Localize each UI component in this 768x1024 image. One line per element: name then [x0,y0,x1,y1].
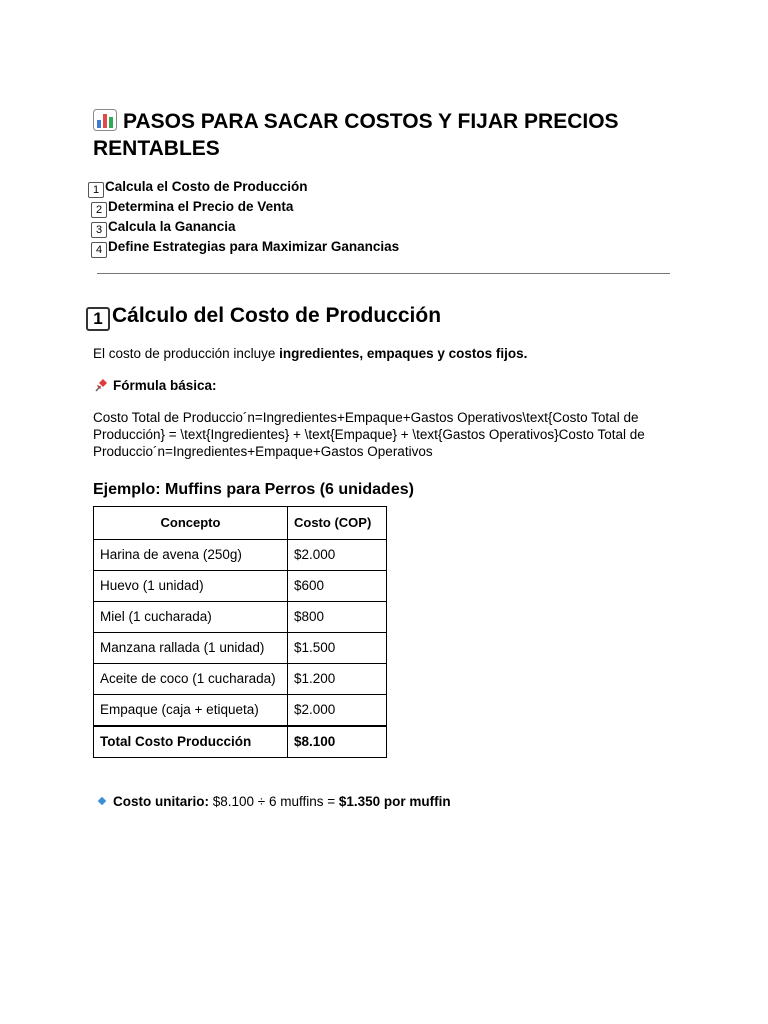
column-header-concepto: Concepto [94,507,288,540]
table-cell-concept: Harina de avena (250g) [94,540,288,571]
formula-label [93,377,217,394]
step-label: Calcula el Costo de Producción [105,179,308,194]
keycap-3-icon: 3 [91,222,107,238]
table-row [94,571,387,602]
table-row [94,633,387,664]
unit-cost-calc: $8.100 ÷ 6 muffins = [209,794,339,809]
table-row [94,695,387,727]
formula-text: Costo Total de Produccio´n=Ingredientes+Empaque+Gastos Operativos\text{Costo Total de Producción} = \text{Ingredientes} + \text{Empaque} + \text{Gastos Operativos}Costo Total de Produccio´n=Ingredientes+Empaque+Gastos Operativos [93,410,645,459]
cost-table [93,506,387,758]
blue-diamond-icon [98,797,106,805]
table-cell-cost: $2.000 [288,540,387,571]
example-heading: Ejemplo: Muffins para Perros (6 unidades) [93,481,414,498]
section-heading-text: Cálculo del Costo de Producción [112,304,442,327]
keycap-1-icon: 1 [86,307,110,331]
intro-bold: ingredientes, empaques y costos fijos. [279,346,528,361]
table-row [94,664,387,695]
step-label: Calcula la Ganancia [108,219,236,234]
table-row [94,602,387,633]
table-row [94,540,387,571]
table-total-value: $8.100 [288,726,387,758]
intro-paragraph [93,345,527,362]
keycap-4-icon: 4 [91,242,107,258]
keycap-1-icon: 1 [88,182,104,198]
step-item [88,178,399,198]
section-heading [86,302,441,331]
title-text: PASOS PARA SACAR COSTOS Y FIJAR PRECIOS RENTABLES [93,110,619,160]
pushpin-icon [93,377,109,393]
table-cell-concept: Manzana rallada (1 unidad) [94,633,288,664]
table-cell-concept: Huevo (1 unidad) [94,571,288,602]
step-item [88,198,399,218]
step-label: Define Estrategias para Maximizar Ganancias [108,239,400,254]
column-header-costo: Costo (COP) [288,507,387,540]
bar-chart-icon [93,109,117,131]
step-label: Determina el Precio de Venta [108,199,294,214]
table-cell-cost: $2.000 [288,695,387,727]
table-cell-concept: Empaque (caja + etiqueta) [94,695,288,727]
unit-cost-bullet [99,793,451,810]
table-cell-cost: $800 [288,602,387,633]
table-total-label: Total Costo Producción [94,726,288,758]
step-item [88,238,399,258]
table-cell-cost: $600 [288,571,387,602]
steps-list [88,178,399,258]
table-header-row [94,507,387,540]
horizontal-divider [97,273,670,274]
table-cell-concept: Miel (1 cucharada) [94,602,288,633]
table-cell-cost: $1.200 [288,664,387,695]
table-cell-cost: $1.500 [288,633,387,664]
intro-text: El costo de producción incluye [93,346,280,361]
step-item [88,218,399,238]
unit-cost-result: $1.350 por muffin [338,794,451,809]
keycap-2-icon: 2 [91,202,107,218]
table-total-row [94,726,387,758]
formula-label-text: Fórmula básica: [113,378,217,393]
table-cell-concept: Aceite de coco (1 cucharada) [94,664,288,695]
page-title [93,108,693,162]
unit-cost-label: Costo unitario: [113,794,209,809]
